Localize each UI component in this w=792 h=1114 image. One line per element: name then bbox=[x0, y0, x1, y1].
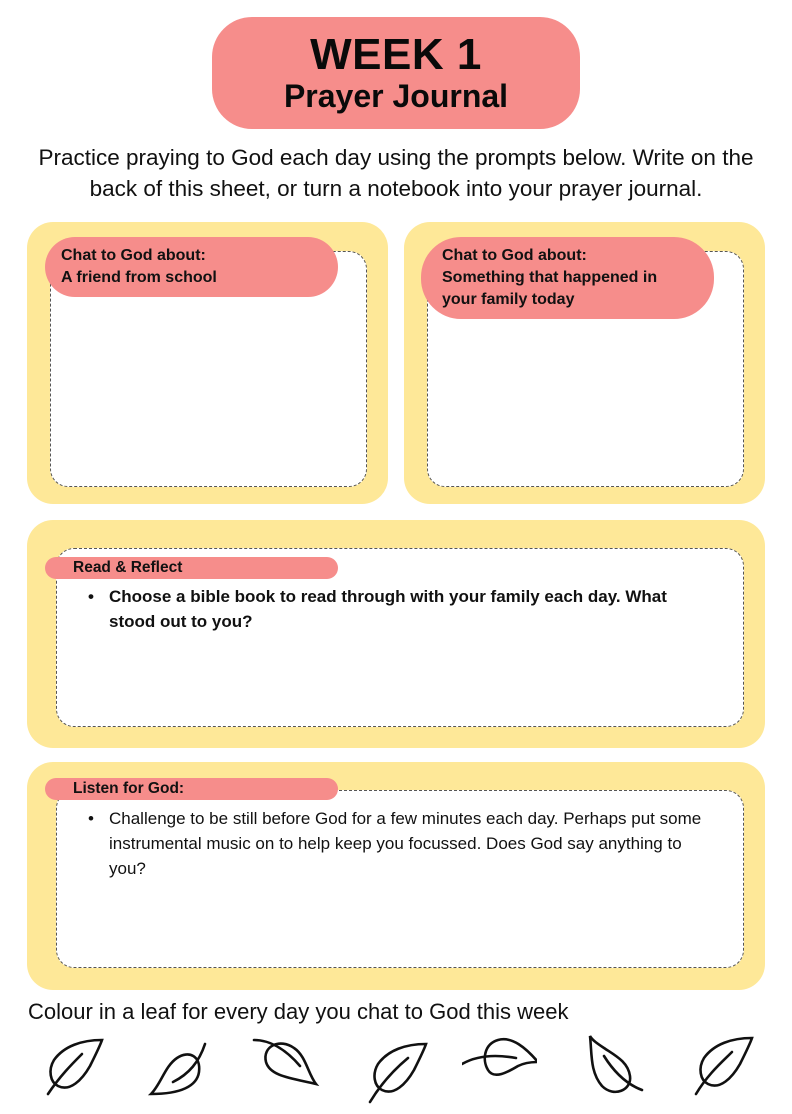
prompt-card-family bbox=[404, 222, 765, 504]
leaf-icon[interactable] bbox=[588, 1032, 663, 1107]
read-reflect-section bbox=[27, 520, 765, 748]
week-title: WEEK 1 bbox=[310, 30, 482, 79]
prompt-tag bbox=[45, 237, 338, 297]
list-item: • Choose a bible book to read through with your family each day. What stood out to you? bbox=[88, 584, 708, 634]
leaf-tracker bbox=[0, 1032, 792, 1107]
leaf-icon[interactable] bbox=[690, 1032, 765, 1107]
journal-subtitle: Prayer Journal bbox=[283, 78, 509, 114]
prompt-card-friend bbox=[27, 222, 388, 504]
prompt-topic: Something that happened in your family today bbox=[442, 269, 658, 308]
section-tag: Read & Reflect bbox=[45, 557, 338, 579]
leaf-icon[interactable] bbox=[360, 1032, 435, 1107]
list-item: • Challenge to be still before God for a few minutes each day. Perhaps put some instrumental music on to help keep you focussed. Does God say anything to you? bbox=[88, 806, 708, 881]
intro-text: Practice praying to God each day using the prompts below. Write on the back of this sheet, or turn a notebook into your prayer journal. bbox=[38, 145, 754, 201]
leaf-instruction: Colour in a leaf for every day you chat to God this week bbox=[28, 999, 569, 1024]
listen-prompts bbox=[88, 806, 708, 881]
reflect-prompts bbox=[88, 584, 708, 634]
leaf-icon[interactable] bbox=[250, 1032, 325, 1107]
prompt-topic: A friend from school bbox=[61, 269, 217, 286]
listen-section bbox=[27, 762, 765, 990]
prompt-label: Chat to God about: bbox=[442, 247, 587, 264]
leaf-icon[interactable] bbox=[143, 1032, 218, 1107]
prompt-label: Chat to God about: bbox=[61, 247, 206, 264]
leaf-icon[interactable] bbox=[42, 1032, 117, 1107]
leaf-icon[interactable] bbox=[462, 1032, 537, 1107]
section-tag: Listen for God: bbox=[45, 778, 338, 800]
prompt-tag bbox=[421, 237, 714, 319]
title-banner bbox=[212, 17, 580, 129]
